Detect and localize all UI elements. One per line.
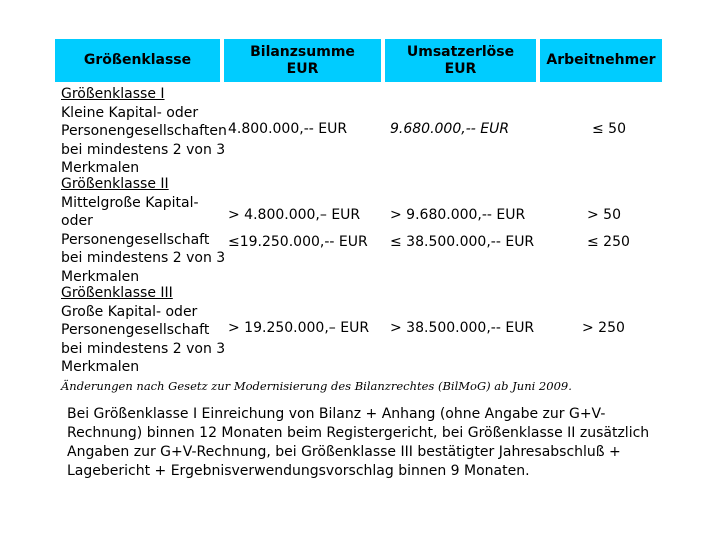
class3-arbeitnehmer: > 250 <box>582 320 625 336</box>
class1-umsatz: 9.680.000,-- EUR <box>390 121 510 137</box>
class2-arbeitnehmer-max: ≤ 250 <box>587 234 630 250</box>
class2-title: Größenklasse II <box>61 176 169 192</box>
class1-title: Größenklasse I <box>61 86 165 102</box>
class1-label: Größenklasse I Kleine Kapital- oder Personengesellschaften bei mindestens 2 von 3 Merkmalen <box>61 86 227 176</box>
class2-bilanz-min: > 4.800.000,– EUR <box>228 207 361 223</box>
bilmog-note: Änderungen nach Gesetz zur Modernisierung des Bilanzrechtes (BilMoG) ab Juni 2009. <box>61 379 572 393</box>
class2-label: Größenklasse II Mittelgroße Kapital- oder Personengesellschaft bei mindestens 2 von 3 Merkmalen <box>61 176 226 285</box>
class3-label: Größenklasse III Große Kapital- oder Personengesellschaft bei mindestens 2 von 3 Merkmalen <box>61 285 226 375</box>
disclosure-paragraph: Bei Größenklasse I Einreichung von Bilanz + Anhang (ohne Angabe zur G+V-Rechnung) binnen 12 Monaten beim Registergericht, bei Größenklasse II zusätzlich Angaben zur G+V-Rechnung, bei Größenklasse III bestätigter Jahresabschluß + Lagebericht + Ergebnisverwendungsvorschlag binnen 9 Monaten. <box>67 406 650 479</box>
class3-title: Größenklasse III <box>61 285 173 301</box>
class1-bilanz: 4.800.000,-- EUR <box>228 121 348 137</box>
class2-arbeitnehmer-min: > 50 <box>587 207 621 223</box>
class2-bilanz-max: ≤19.250.000,-- EUR <box>228 234 368 250</box>
header-arbeitnehmer: Arbeitnehmer <box>540 39 662 82</box>
header-bilanzsumme: Bilanzsumme EUR <box>224 39 381 82</box>
class2-umsatz-max: ≤ 38.500.000,-- EUR <box>390 234 535 250</box>
class3-bilanz: > 19.250.000,– EUR <box>228 320 370 336</box>
class1-arbeitnehmer: ≤ 50 <box>592 121 626 137</box>
class2-umsatz-min: > 9.680.000,-- EUR <box>390 207 526 223</box>
class3-umsatz: > 38.500.000,-- EUR <box>390 320 535 336</box>
header-groessenklasse: Größenklasse <box>55 39 220 82</box>
header-umsatzerloese: Umsatzerlöse EUR <box>385 39 536 82</box>
